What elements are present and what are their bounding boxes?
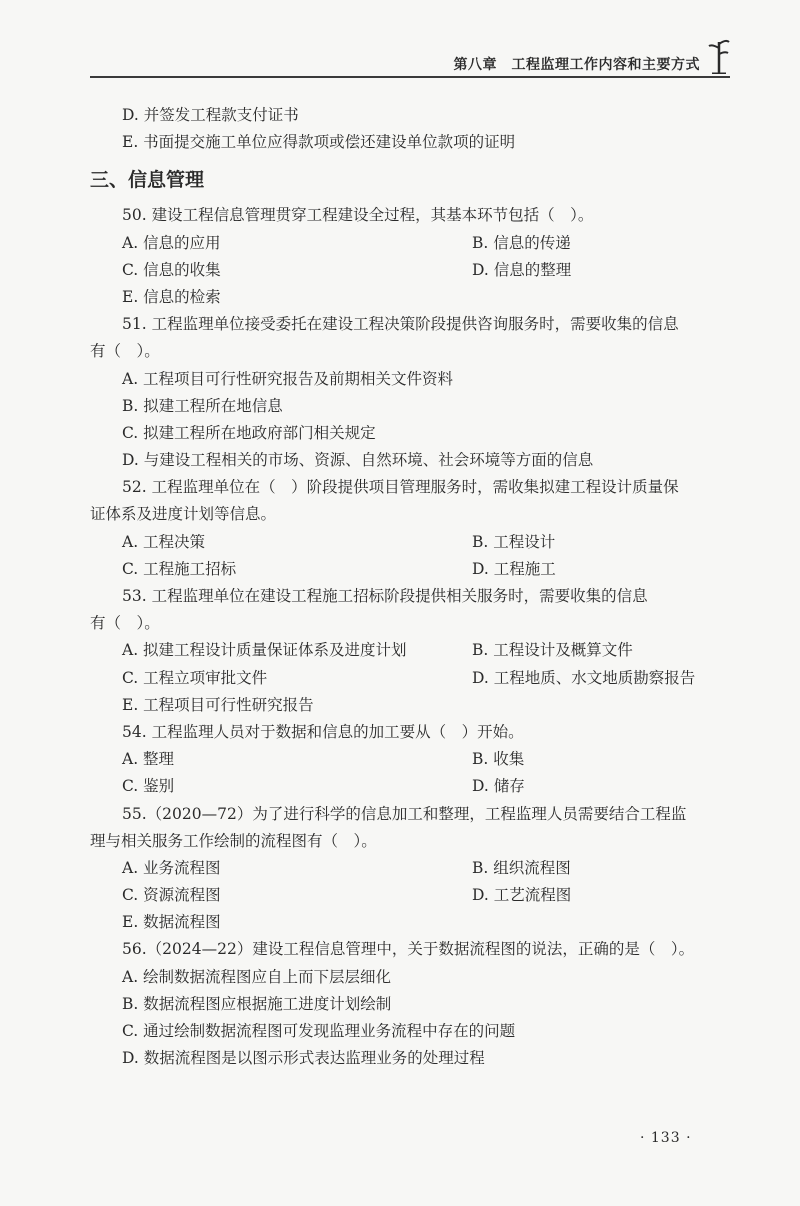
question-53-stem: 53. 工程监理单位在建设工程施工招标阶段提供相关服务时，需要收集的信息 bbox=[122, 587, 648, 605]
option-a: A. 业务流程图 bbox=[122, 858, 221, 877]
question-50-options-ab bbox=[122, 230, 712, 257]
chapter-title: 第八章 工程监理工作内容和主要方式 bbox=[453, 57, 700, 73]
question-52-stem-cont: 证体系及进度计划等信息。 bbox=[90, 505, 277, 524]
option-d: D. 信息的整理 bbox=[472, 260, 572, 279]
prev-option-e: E. 书面提交施工单位应得款项或偿还建设单位款项的证明 bbox=[122, 133, 516, 152]
option-b: B. 数据流程图应根据施工进度计划绘制 bbox=[122, 994, 392, 1013]
question-55-options-ab bbox=[122, 855, 712, 882]
option-a: A. 绘制数据流程图应自上而下层层细化 bbox=[122, 967, 392, 986]
option-c: C. 工程施工招标 bbox=[122, 559, 237, 578]
option-b: B. 拟建工程所在地信息 bbox=[122, 396, 283, 415]
option-b: B. 工程设计 bbox=[472, 532, 556, 551]
option-a: A. 工程项目可行性研究报告及前期相关文件资料 bbox=[122, 369, 454, 388]
option-d: D. 工程施工 bbox=[472, 559, 556, 578]
question-51-stem-cont: 有（ ）。 bbox=[90, 342, 160, 361]
question-50-stem: 50. 建设工程信息管理贯穿工程建设全过程，其基本环节包括（ ）。 bbox=[122, 206, 594, 225]
option-a: A. 整理 bbox=[122, 750, 175, 769]
question-53-stem-cont: 有（ ）。 bbox=[90, 614, 160, 633]
prev-option-d: D. 并签发工程款支付证书 bbox=[122, 106, 299, 124]
option-e: E. 信息的检索 bbox=[122, 287, 221, 306]
question-52-options-cd bbox=[122, 556, 712, 583]
question-53-options-ab bbox=[122, 637, 712, 664]
sapling-icon bbox=[708, 34, 730, 74]
question-50-options-cd bbox=[122, 257, 712, 284]
option-c: C. 工程立项审批文件 bbox=[122, 668, 268, 687]
question-54-options-cd bbox=[122, 773, 712, 800]
question-55-stem-cont: 理与相关服务工作绘制的流程图有（ ）。 bbox=[90, 831, 377, 850]
option-d: D. 工程地质、水文地质勘察报告 bbox=[472, 668, 696, 687]
option-c: C. 通过绘制数据流程图可发现监理业务流程中存在的问题 bbox=[122, 1022, 516, 1040]
question-52-options-ab bbox=[122, 529, 712, 556]
question-55-stem: 55.（2020—72）为了进行科学的信息加工和整理，工程监理人员需要结合工程监 bbox=[122, 804, 687, 823]
option-a: A. 工程决策 bbox=[122, 532, 206, 551]
question-52-stem: 52. 工程监理单位在（ ）阶段提供项目管理服务时，需收集拟建工程设计质量保 bbox=[122, 478, 679, 497]
option-b: B. 信息的传递 bbox=[472, 233, 571, 252]
page-number: · 133 · bbox=[640, 1130, 692, 1146]
option-c: C. 信息的收集 bbox=[122, 260, 221, 279]
question-56-stem: 56.（2024—22）建设工程信息管理中，关于数据流程图的说法，正确的是（ ）。 bbox=[122, 940, 695, 959]
option-d: D. 数据流程图是以图示形式表达监理业务的处理过程 bbox=[122, 1049, 485, 1068]
question-51-stem: 51. 工程监理单位接受委托在建设工程决策阶段提供咨询服务时，需要收集的信息 bbox=[122, 315, 679, 334]
option-c: C. 资源流程图 bbox=[122, 886, 221, 905]
option-b: B. 工程设计及概算文件 bbox=[472, 641, 633, 660]
option-d: D. 储存 bbox=[472, 777, 525, 796]
question-54-stem: 54. 工程监理人员对于数据和信息的加工要从（ ）开始。 bbox=[122, 722, 524, 741]
page-body bbox=[90, 102, 712, 1072]
option-b: B. 组织流程图 bbox=[472, 858, 571, 877]
option-a: A. 信息的应用 bbox=[122, 233, 221, 252]
option-a: A. 拟建工程设计质量保证体系及进度计划 bbox=[122, 641, 407, 660]
option-e: E. 数据流程图 bbox=[122, 913, 221, 932]
section-heading: 三、信息管理 bbox=[90, 169, 205, 192]
option-c: C. 鉴别 bbox=[122, 777, 175, 796]
option-b: B. 收集 bbox=[472, 750, 525, 769]
option-c: C. 拟建工程所在地政府部门相关规定 bbox=[122, 423, 376, 442]
option-d: D. 工艺流程图 bbox=[472, 886, 572, 905]
question-54-options-ab bbox=[122, 746, 712, 773]
option-e: E. 工程项目可行性研究报告 bbox=[122, 695, 314, 714]
question-53-options-cd bbox=[122, 665, 712, 692]
running-header bbox=[90, 48, 730, 78]
question-55-options-cd bbox=[122, 882, 712, 909]
option-d: D. 与建设工程相关的市场、资源、自然环境、社会环境等方面的信息 bbox=[122, 451, 594, 470]
